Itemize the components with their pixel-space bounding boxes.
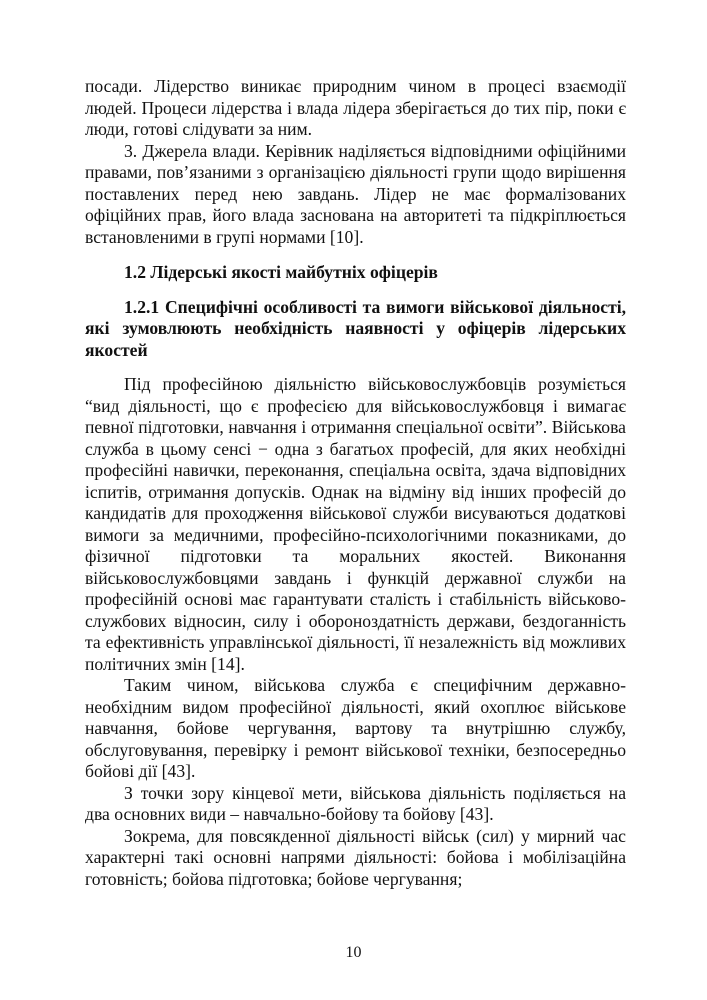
paragraph: 3. Джерела влади. Керівник наділяється відповідними офіційними правами, пов’язаними з організацією діяльності групи щодо вирішення поставлених перед нею завдань. Лідер не має формалізованих офіційних прав, його влада заснована на авторитеті та підкріплюється встановленими в групі нормами [10]. xyxy=(85,140,626,247)
paragraph: посади. Лідерство виникає природним чином в процесі взаємодії людей. Процеси лідерства і влада лідера зберігається до тих пір, поки є люди, готові слідувати за ним. xyxy=(85,76,626,139)
page-number: 10 xyxy=(345,944,362,961)
subsection-heading: 1.2.1 Специфічні особливості та вимоги військової діяльності, які зумовлюють необхідність наявності у офіцерів лідерських якостей xyxy=(85,296,626,360)
paragraph: Таким чином, військова служба є специфічним державно-необхідним видом професійної діяльності, який охоплює військове навчання, бойове чергування, вартову та внутрішню службу, обслуговування, перевірку і ремонт військової техніки, безпосередньо бойові дії [43]. xyxy=(85,675,626,781)
paragraph: З точки зору кінцевої мети, військова діяльність поділяється на два основних види – навчально-бойову та бойову [43]. xyxy=(85,782,626,824)
section-heading: 1.2 Лідерські якості майбутніх офіцерів xyxy=(124,262,438,282)
body-text xyxy=(85,76,626,890)
paragraph: Зокрема, для повсякденної діяльності військ (сил) у мирний час характерні такі основні напрями діяльності: бойова і мобілізаційна готовність; бойова підготовка; бойове чергування; xyxy=(85,825,626,889)
paragraph: Під професійною діяльністю військовослужбовців розуміється “вид діяльності, що є професією для військовослужбовця і вимагає певної підготовки, навчання і отримання спеціальної освіти”. Військова служба в цьому сенсі − одна з багатьох професій, для яких необхідні професійні навички, переконання, спеціальна освіта, здача відповідних іспитів, отримання допусків. Однак на відміну від інших професій до кандидатів для проходження військової служби висуваються додаткові вимоги за медичними, професійно-психологічними показниками, до фізичної підготовки та моральних якостей. Виконання військовослужбовцями завдань і функцій державної служби на професійній основі має гарантувати сталість і стабільність військово-службових відносин, силу і обороноздатність держави, бездоганність та ефективність управлінської діяльності, її незалежність від можливих політичних змін [14]. xyxy=(85,374,626,674)
